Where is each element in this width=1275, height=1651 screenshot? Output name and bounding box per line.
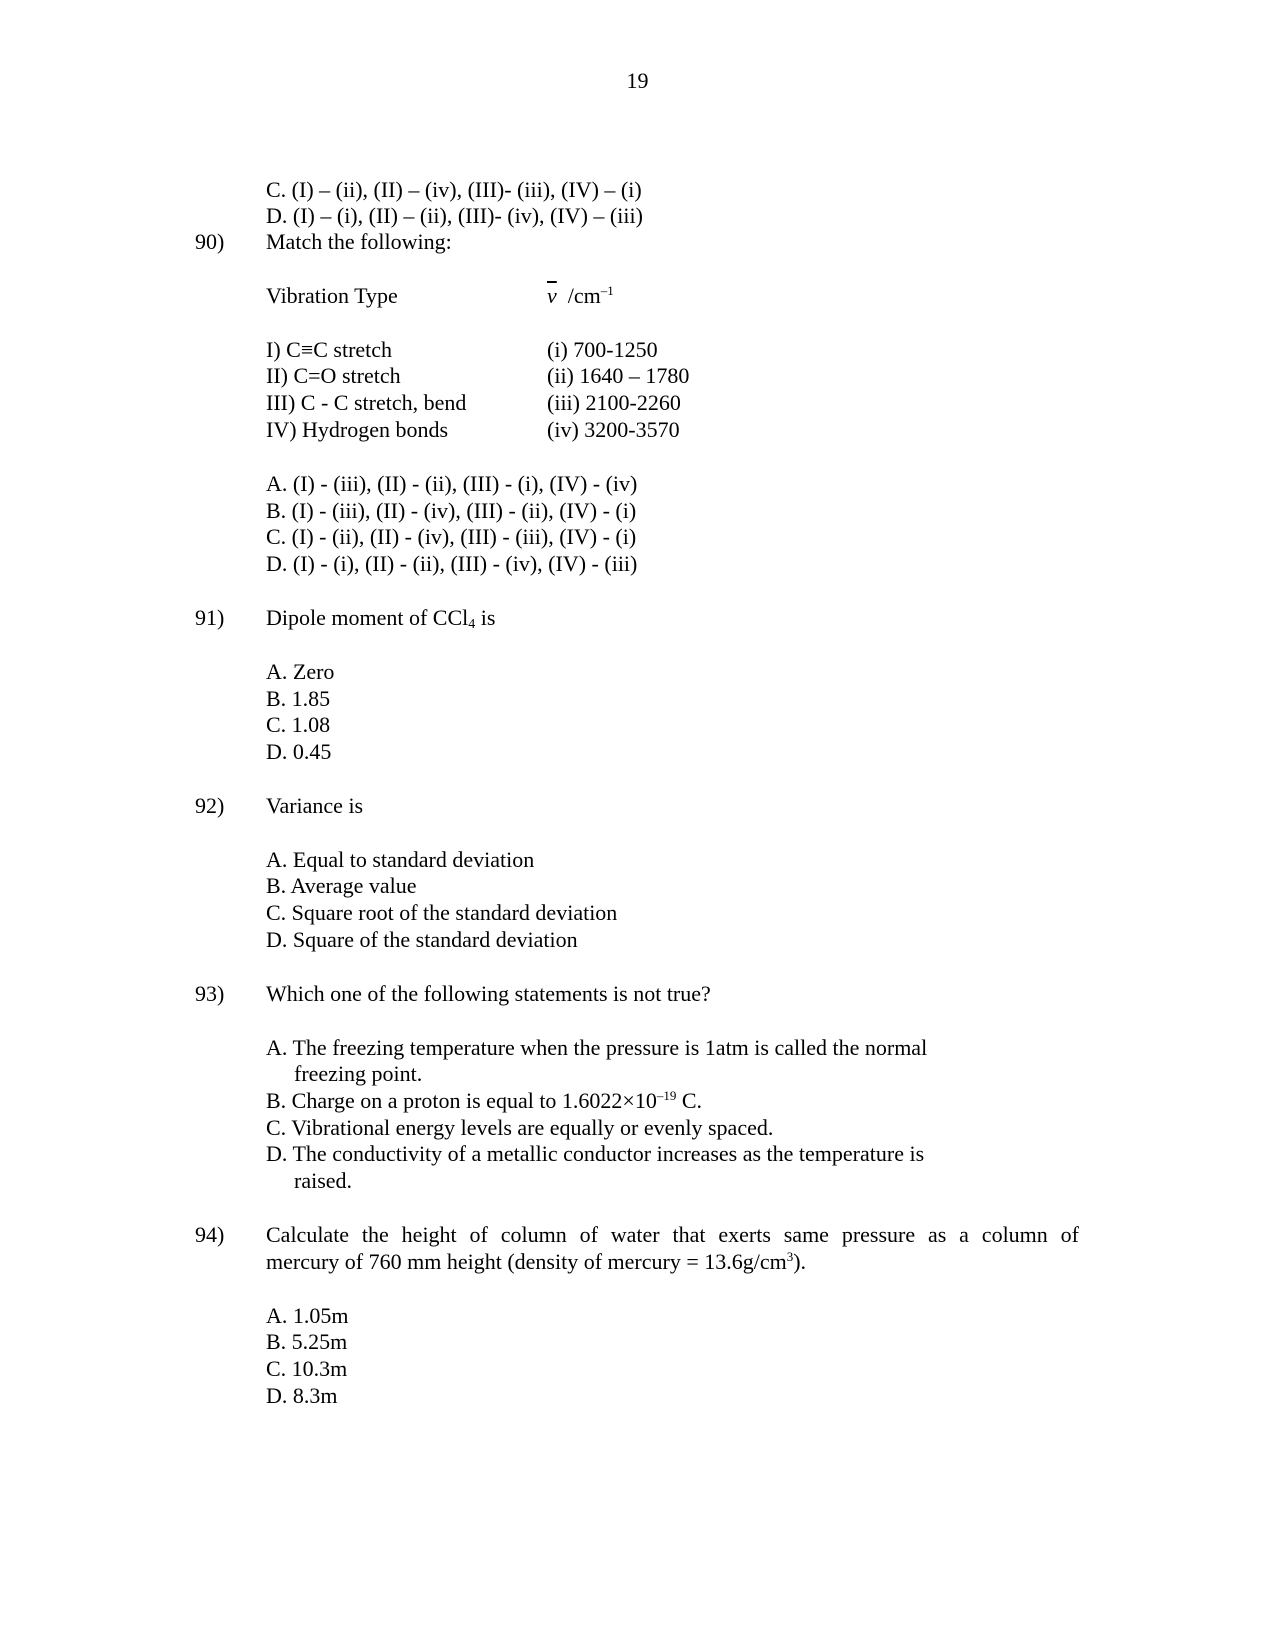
question-90-option-d: D. (I) - (i), (II) - (ii), (III) - (iv), (IV) - (iii) xyxy=(266,551,638,576)
question-93-option-b: B. Charge on a proton is equal to $1.6022\times 10^{-19}$ C. xyxy=(266,1088,703,1113)
question-94-number: 94) xyxy=(195,1222,225,1247)
question-93-option-d-cont: raised. xyxy=(294,1168,353,1193)
question-94-option-d: D. 8.3m xyxy=(266,1383,338,1408)
match-right-2: (ii) 1640 – 1780 xyxy=(547,363,690,388)
match-left-3: III) C - C stretch, bend xyxy=(266,390,467,415)
column-header-vibration-type: Vibration Type xyxy=(266,283,398,308)
question-93-option-a: A. The freezing temperature when the pressure is 1atm is called the normal xyxy=(266,1035,928,1060)
question-94-option-b: B. 5.25m xyxy=(266,1329,348,1354)
question-91-text: Dipole moment of CCl$_4$ is xyxy=(266,605,496,632)
question-93-option-a-cont: freezing point. xyxy=(294,1061,423,1086)
match-left-2: II) C=O stretch xyxy=(266,363,401,388)
question-94-option-c: C. 10.3m xyxy=(266,1356,348,1381)
question-92-text: Variance is xyxy=(266,793,364,818)
question-93-number: 93) xyxy=(195,981,225,1006)
question-90-text: Match the following: xyxy=(266,229,452,254)
question-90-option-a: A. (I) - (iii), (II) - (ii), (III) - (i), (IV) - (iv) xyxy=(266,471,638,496)
wavenumber-symbol: $\overline{v}$ xyxy=(547,283,557,308)
prev-option-d: D. (I) – (i), (II) – (ii), (III)- (iv), (IV) – (iii) xyxy=(266,203,643,228)
column-header-wavenumber: $\overline{v}$ $/cm^{-1}$ xyxy=(547,283,614,308)
question-93-option-c: C. Vibrational energy levels are equally or evenly spaced. xyxy=(266,1115,774,1140)
question-90-option-c: C. (I) - (ii), (II) - (iv), (III) - (iii), (IV) - (i) xyxy=(266,524,637,549)
question-92-option-d: D. Square of the standard deviation xyxy=(266,927,578,952)
match-right-1: (i) 700-1250 xyxy=(547,337,658,362)
match-right-4: (iv) 3200-3570 xyxy=(547,417,680,442)
question-91-option-b: B. 1.85 xyxy=(266,686,331,711)
question-92-option-a: A. Equal to standard deviation xyxy=(266,847,535,872)
question-90-number: 90) xyxy=(195,229,225,254)
match-right-3: (iii) 2100-2260 xyxy=(547,390,681,415)
question-94-text-line2: mercury of 760 mm height (density of mercury = $13.6g/cm^3$). xyxy=(266,1249,807,1274)
question-92-option-b: B. Average value xyxy=(266,873,417,898)
match-left-1: I) C≡C stretch xyxy=(266,337,393,362)
question-93-text: Which one of the following statements is not true? xyxy=(266,981,711,1006)
question-93-option-d: D. The conductivity of a metallic conductor increases as the temperature is xyxy=(266,1141,925,1166)
match-left-4: IV) Hydrogen bonds xyxy=(266,417,449,442)
question-91-option-a: A. Zero xyxy=(266,659,335,684)
prev-option-c: C. (I) – (ii), (II) – (iv), (III)- (iii), (IV) – (i) xyxy=(266,177,642,202)
question-90-option-b: B. (I) - (iii), (II) - (iv), (III) - (ii), (IV) - (i) xyxy=(266,498,637,523)
question-94-option-a: A. 1.05m xyxy=(266,1303,349,1328)
question-92-number: 92) xyxy=(195,793,225,818)
question-91-option-d: D. 0.45 xyxy=(266,739,332,764)
question-94-text-line1: Calculate the height of column of water that exerts same pressure as a column of xyxy=(266,1222,1079,1247)
page-number: 19 xyxy=(626,68,649,93)
question-91-number: 91) xyxy=(195,605,225,630)
question-91-option-c: C. 1.08 xyxy=(266,712,331,737)
question-92-option-c: C. Square root of the standard deviation xyxy=(266,900,618,925)
